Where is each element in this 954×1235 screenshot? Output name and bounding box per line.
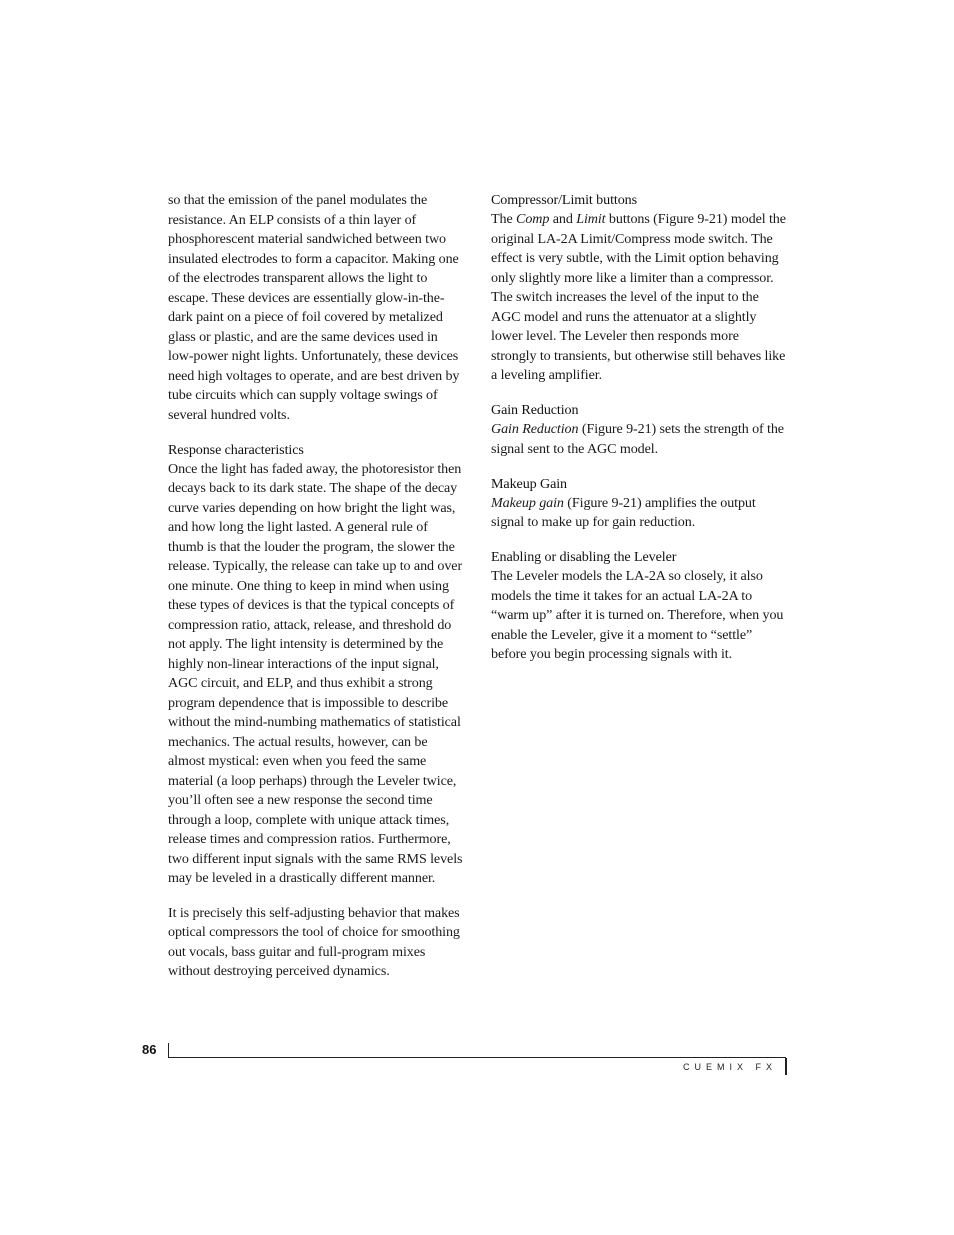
text-run: (Figure 9-21) amplifies the output signal to make up for gain reduction.	[491, 494, 756, 530]
left-column	[168, 191, 464, 982]
body-paragraph-elp: so that the emission of the panel modulates the resistance. An ELP consists of a thin layer of phosphorescent material sandwiched between two insulated electrodes to form a capacitor. Making one of the electrodes transparent allows the light to escape. These devices are essentially glow-in-the-dark paint on a piece of foil covered by metalized glass or plastic, and are the same devices used in low-power night lights. Unfortunately, these devices need high voltages to operate, and are best driven by tube circuits which can supply voltage swings of several hundred volts.	[168, 192, 460, 423]
term-comp: Comp	[516, 211, 550, 227]
term-limit: Limit	[576, 211, 606, 227]
body-paragraph-optical: It is precisely this self-adjusting behavior that makes optical compressors the tool of choice for smoothing out vocals, bass guitar and full-program mixes without destroying perceived dynamics.	[168, 904, 460, 979]
body-paragraph-response: Once the light has faded away, the photoresistor then decays back to its dark state. The shape of the decay curve varies depending on how bright the light was, and how long the light lasted. A general rule of thumb is that the louder the program, the slower the release. Typically, the release can take up to and over one minute. One thing to keep in mind when using these types of devices is that the typical concepts of compression ratio, attack, release, and threshold do not apply. The light intensity is determined by the highly non-linear interactions of the input signal, AGC circuit, and ELP, and thus exhibit a strong program dependence that is impossible to describe without the mind-numbing mathematics of statistical mechanics. The actual results, however, can be almost mystical: even when you feed the same material (a loop perhaps) through the Leveler twice, you’ll often see a new response the second time through a loop, complete with unique attack times, release times and compression ratios. Furthermore, two different input signals with the same RMS levels may be leveled in a drastically different manner.	[168, 460, 463, 886]
body-paragraph-gain-reduction	[491, 420, 787, 459]
footer-tick-left	[168, 1043, 169, 1058]
section-heading: Compressor/Limit buttons	[491, 192, 637, 208]
section-heading: Response characteristics	[168, 441, 304, 458]
section-response-characteristics	[168, 441, 464, 889]
right-column	[491, 191, 787, 665]
text-run: (Figure 9-21) sets the strength of the signal sent to the AGC model.	[491, 421, 784, 457]
page-number: 86	[142, 1042, 157, 1057]
body-paragraph-enabling: The Leveler models the LA-2A so closely, it also models the time it takes for an actual LA-2A to “warm up” after it is turned on. Therefore, when you enable the Leveler, give it a moment to “settle” before you begin processing signals with it.	[491, 568, 784, 662]
footer-rule	[169, 1057, 786, 1058]
footer-tick-right	[785, 1058, 787, 1075]
body-paragraph-compressor	[491, 210, 787, 386]
term-gain-reduction: Gain Reduction	[491, 421, 579, 437]
text-run: buttons (Figure 9-21) model the original LA-2A Limit/Compress mode switch. The effect is very subtle, with the Limit option behaving only slightly more like a limiter than a compressor. The switch increases the level of the input to the AGC model and runs the attenuator at a slightly lower level. The Leveler then responds more strongly to transients, but otherwise still behaves like a leveling amplifier.	[491, 211, 786, 383]
body-paragraph-makeup-gain	[491, 494, 787, 533]
section-compressor-limit	[491, 191, 787, 386]
section-heading: Enabling or disabling the Leveler	[491, 549, 677, 565]
running-footer-title: CUEMIX FX	[682, 1062, 777, 1072]
text-run: The	[491, 211, 517, 227]
section-heading: Makeup Gain	[491, 475, 568, 492]
section-heading: Gain Reduction	[491, 402, 579, 418]
section-enabling-leveler	[491, 548, 787, 665]
text-run: and	[549, 211, 577, 227]
section-gain-reduction	[491, 401, 787, 459]
term-makeup-gain: Makeup gain	[491, 494, 564, 511]
section-makeup-gain	[491, 475, 787, 533]
